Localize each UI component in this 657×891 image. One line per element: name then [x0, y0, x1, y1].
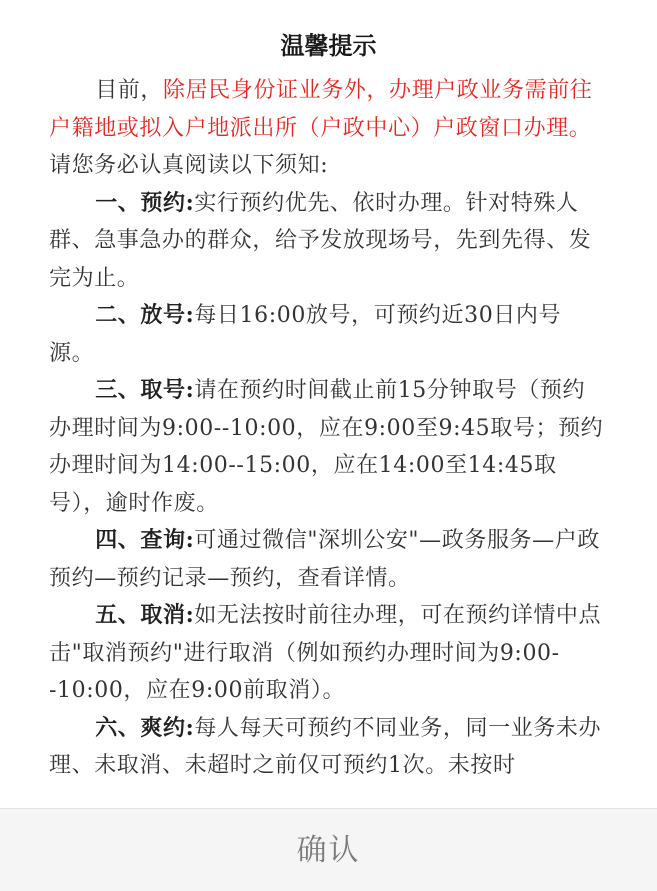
rule-heading: 六、爽约:: [95, 714, 195, 741]
confirm-button[interactable]: 确认: [0, 809, 657, 891]
rule-text: 每日16:00放号，可预约近30日内号源。: [49, 303, 562, 366]
intro-prefix: 目前，: [95, 78, 163, 103]
rule-heading: 三、取号:: [95, 377, 195, 403]
rule-text: 实行预约优先、依时办理。针对特殊人群、急事急办的群众，给予发放现场号，先到先得、发完为止。: [49, 190, 592, 291]
rule-paragraph: [49, 710, 605, 785]
intro-highlight: 除居民身份证业务外，办理户政业务需前往户籍地或拟入户地派出所（户政中心）户政窗口办理。: [49, 78, 593, 141]
rule-heading: 一、预约:: [95, 189, 195, 216]
rule-text: 如无法按时前往办理，可在预约详情中点击"取消预约"进行取消（例如预约办理时间为9:00--10:00，应在9:00前取消）。: [49, 603, 602, 703]
notice-content: [49, 72, 605, 785]
rule-heading: 二、放号:: [95, 302, 195, 328]
rule-heading: 五、取消:: [95, 602, 195, 628]
rule-paragraph: [49, 297, 605, 372]
dialog-title: 温馨提示: [280, 32, 377, 60]
intro-paragraph: [49, 72, 605, 185]
intro-suffix: 请您务必认真阅读以下须知:: [49, 153, 329, 178]
rule-paragraph: [49, 522, 605, 597]
rule-text: 每人每天可预约不同业务，同一业务未办理、未取消、未超时之前仅可预约1次。未按时: [49, 715, 602, 778]
rule-paragraph: [49, 372, 605, 522]
rule-heading: 四、查询:: [95, 527, 195, 553]
rule-text: 请在预约时间截止前15分钟取号（预约办理时间为9:00--10:00，应在9:00至9:45取号；预约办理时间为14:00--15:00，应在14:00至14:45取号），逾时作废。: [49, 378, 604, 516]
rule-paragraph: [49, 185, 605, 298]
rule-paragraph: [49, 597, 605, 710]
rule-text: 可通过微信"深圳公安"—政务服务—户政预约—预约记录—预约，查看详情。: [49, 528, 600, 591]
